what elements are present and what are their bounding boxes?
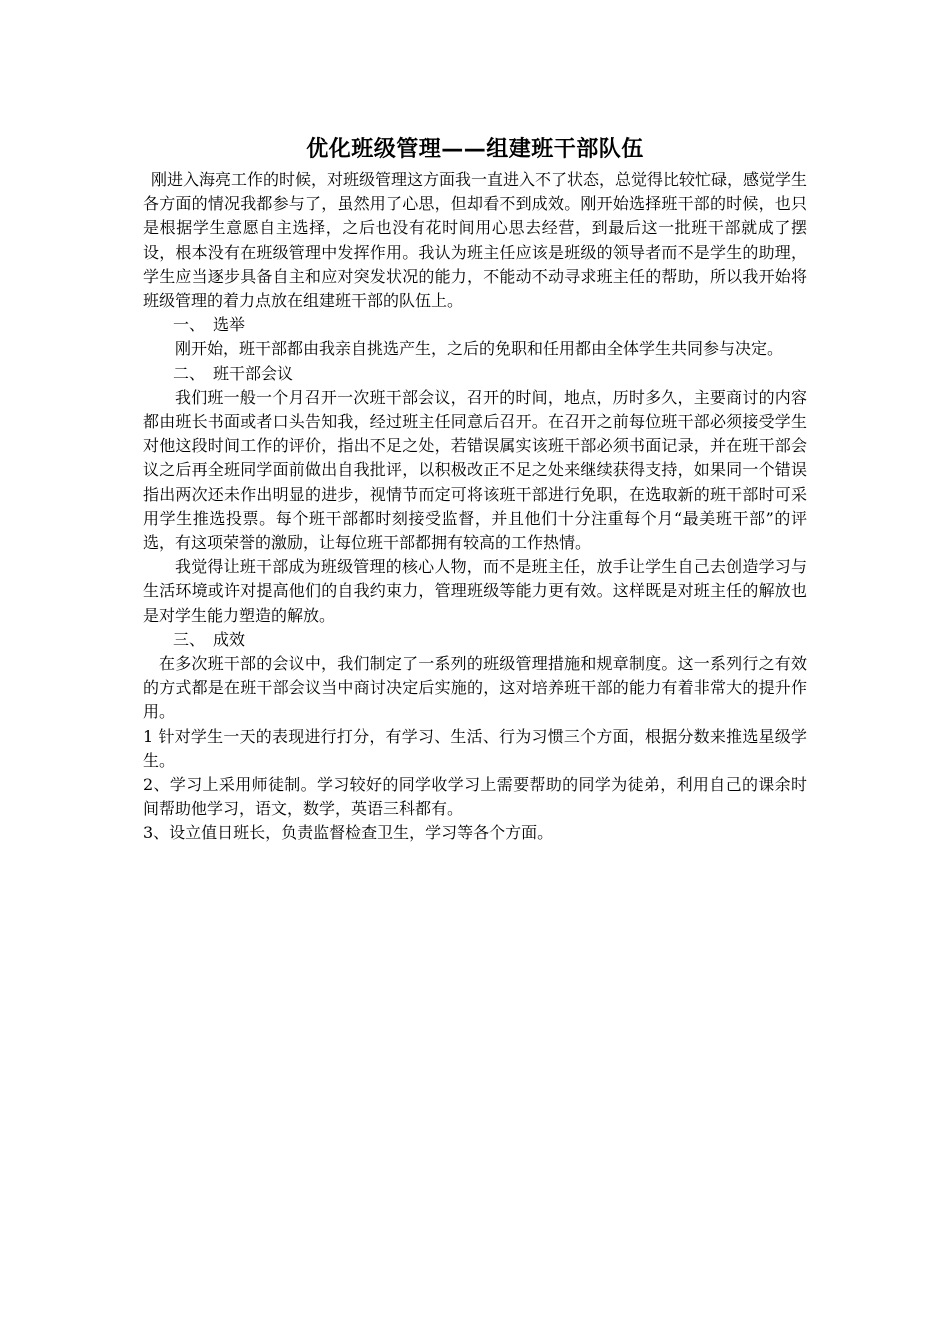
list-item: 2、学习上采用师徒制。学习较好的同学收学习上需要帮助的同学为徒弟，利用自己的课余时间帮助他学习，语文，数学，英语三科都有。 [143,775,807,819]
section-2-paragraph-1: 我们班一般一个月召开一次班干部会议，召开的时间，地点，历时多久，主要商讨的内容都由班长书面或者口头告知我，经过班主任同意后召开。在召开之前每位班干部必须接受学生对他这段时间工作的评价，指出不足之处，若错误属实该班干部必须书面记录，并在班干部会议之后再全班同学面前做出自我批评，以积极改正不足之处来继续获得支持，如果同一个错误指出两次还未作出明显的进步，视情节而定可将该班干部进行免职，在选取新的班干部时可采用学生推选投票。每个班干部都时刻接受监督，并且他们十分注重每个月“最美班干部”的评选，有这项荣誉的激励，让每位班干部都拥有较高的工作热情。 [143,387,807,553]
section-number: 一、 [173,315,206,335]
section-heading-text: 班干部会议 [213,363,294,383]
section-3-paragraph: 在多次班干部的会议中，我们制定了一系列的班级管理措施和规章制度。这一系列行之有效的方式都是在班干部会议当中商讨决定后实施的，这对培养班干部的能力有着非常大的提升作用。 [143,654,807,722]
section-number: 二、 [173,363,206,383]
section-heading-2 [143,362,807,386]
section-heading-3 [143,628,807,652]
intro-paragraph: 刚进入海亮工作的时候，对班级管理这方面我一直进入不了状态，总觉得比较忙碌，感觉学生各方面的情况我都参与了，虽然用了心思，但却看不到成效。刚开始选择班干部的时候，也只是根据学生意愿自主选择，之后也没有花时间用心思去经营，到最后这一批班干部就成了摆设，根本没有在班级管理中发挥作用。我认为班主任应该是班级的领导者而不是学生的助理，学生应当逐步具备自主和应对突发状况的能力，不能动不动寻求班主任的帮助，所以我开始将班级管理的着力点放在组建班干部的队伍上。 [143,170,808,311]
section-heading-1 [143,313,807,337]
list-item: 1 针对学生一天的表现进行打分，有学习、生活、行为习惯三个方面，根据分数来推选星级学生。 [143,726,807,770]
section-number: 三、 [173,629,206,649]
section-1-paragraph: 刚开始，班干部都由我亲自挑选产生，之后的免职和任用都由全体学生共同参与决定。 [175,339,784,359]
list-item: 3、设立值日班长，负责监督检查卫生，学习等各个方面。 [143,823,554,843]
section-heading-text: 成效 [213,629,246,649]
document-title: 优化班级管理——组建班干部队伍 [306,137,644,162]
document-page [143,134,807,846]
section-2-paragraph-2: 我觉得让班干部成为班级管理的核心人物，而不是班主任，放手让学生自己去创造学习与生活环境或许对提高他们的自我约束力，管理班级等能力更有效。这样既是对班主任的解放也是对学生能力塑造的解放。 [143,557,807,625]
section-heading-text: 选举 [213,315,246,335]
